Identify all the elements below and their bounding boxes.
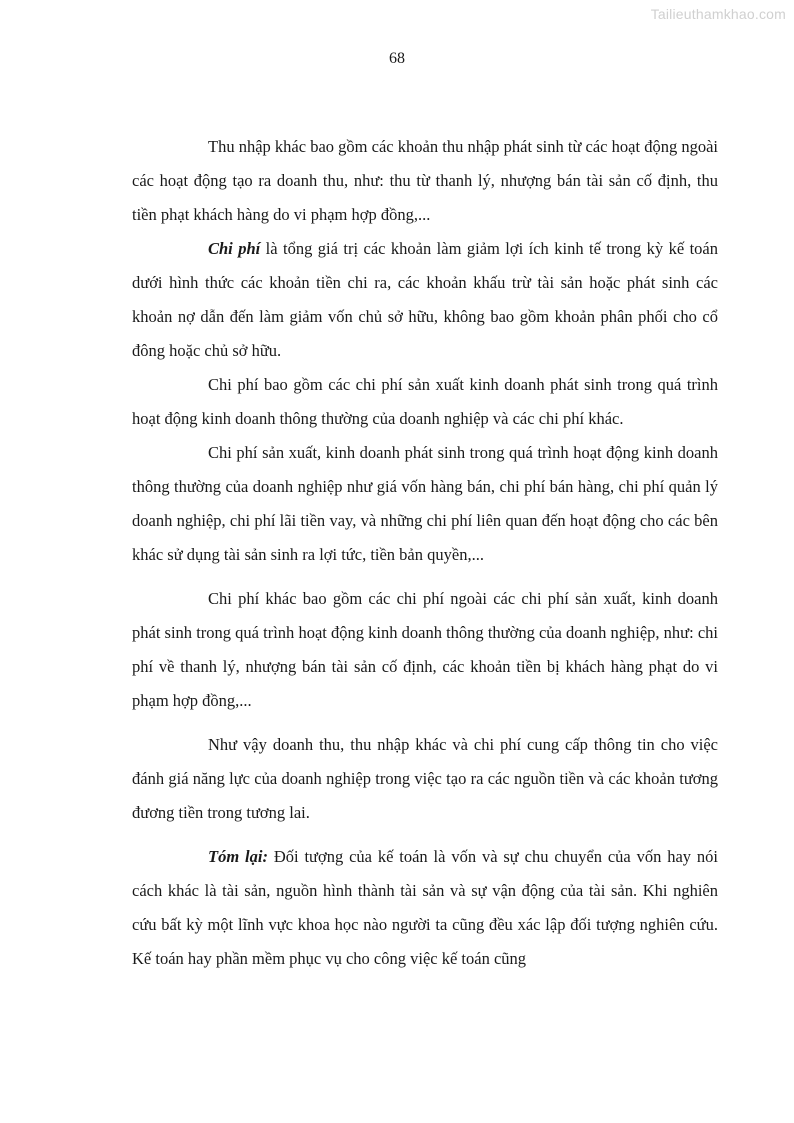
paragraph-other-income xyxy=(132,130,718,232)
paragraph-text: Chi phí khác bao gồm các chi phí ngoài các chi phí sản xuất, kinh doanh phát sinh trong quá trình hoạt động kinh doanh thông thường của doanh nghiệp, như: chi phí về thanh lý, nhượng bán tài sản cố định, các khoản tiền bị khách hàng phạt do vi phạm hợp đồng,... xyxy=(132,589,718,710)
paragraph-text: Chi phí bao gồm các chi phí sản xuất kinh doanh phát sinh trong quá trình hoạt động kinh doanh thông thường của doanh nghiệp và các chi phí khác. xyxy=(132,375,718,428)
paragraph-expense-types xyxy=(132,368,718,436)
page-number: 68 xyxy=(389,50,405,67)
paragraph-summary-info xyxy=(132,728,718,830)
paragraph-conclusion xyxy=(132,840,718,976)
paragraph-text: Thu nhập khác bao gồm các khoản thu nhập phát sinh từ các hoạt động ngoài các hoạt động tạo ra doanh thu, như: thu từ thanh lý, nhượng bán tài sản cố định, thu tiền phạt khách hàng do vi phạm hợp đồng,... xyxy=(132,137,718,224)
watermark-text: Tailieuthamkhao.com xyxy=(650,6,786,22)
paragraph-text: Chi phí sản xuất, kinh doanh phát sinh trong quá trình hoạt động kinh doanh thông thường của doanh nghiệp như giá vốn hàng bán, chi phí bán hàng, chi phí quản lý doanh nghiệp, chi phí lãi tiền vay, và những chi phí liên quan đến hoạt động cho các bên khác sử dụng tài sản sinh ra lợi tức, tiền bản quyền,... xyxy=(132,443,718,564)
paragraph-text: Đối tượng của kế toán là vốn và sự chu chuyển của vốn hay nói cách khác là tài sản, nguồn hình thành tài sản và sự vận động của tài sản. Khi nghiên cứu bất kỳ một lĩnh vực khoa học nào người ta cũng đều xác lập đối tượng nghiên cứu. Kế toán hay phần mềm phục vụ cho công việc kế toán cũng xyxy=(132,847,718,968)
paragraph-production-expense xyxy=(132,436,718,572)
paragraph-other-expense xyxy=(132,582,718,718)
paragraph-text: Như vậy doanh thu, thu nhập khác và chi phí cung cấp thông tin cho việc đánh giá năng lực của doanh nghiệp trong việc tạo ra các nguồn tiền và các khoản tương đương tiền trong tương lai. xyxy=(132,735,718,822)
term-tom-lai: Tóm lại: xyxy=(208,847,268,866)
document-body xyxy=(132,130,718,976)
term-chi-phi: Chi phí xyxy=(208,239,261,258)
paragraph-text: là tổng giá trị các khoản làm giảm lợi ích kinh tế trong kỳ kế toán dưới hình thức các khoản tiền chi ra, các khoản khấu trừ tài sản hoặc phát sinh các khoản nợ dẫn đến làm giảm vốn chủ sở hữu, không bao gồm khoản phân phối cho cổ đông hoặc chủ sở hữu. xyxy=(132,239,719,360)
paragraph-expense-definition xyxy=(132,232,718,368)
